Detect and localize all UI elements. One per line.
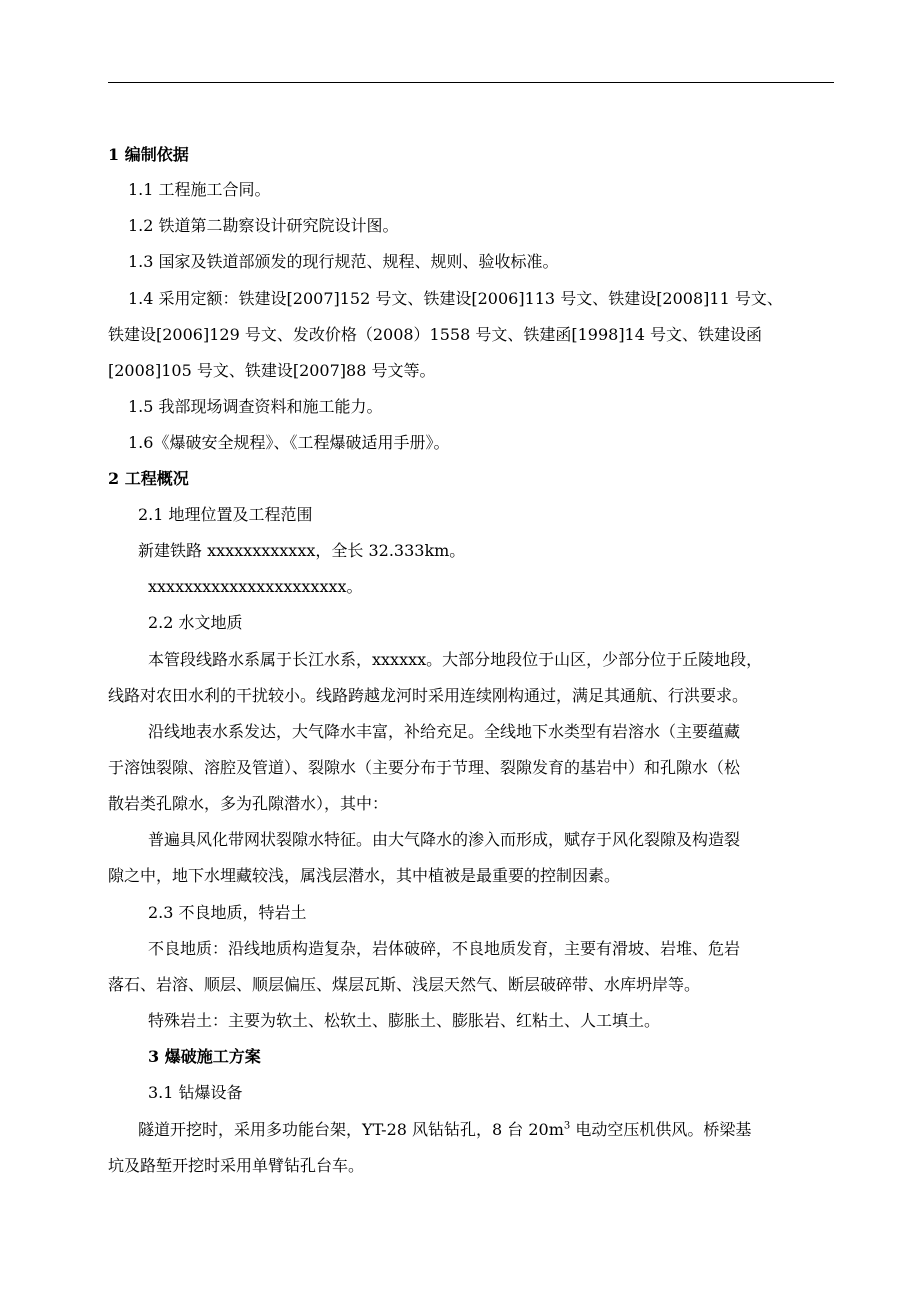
paragraph-line: xxxxxxxxxxxxxxxxxxxxxx。 <box>148 577 363 596</box>
paragraph-line: 坑及路堑开挖时采用单臂钻孔台车。 <box>108 1156 365 1175</box>
paragraph-line: 不良地质：沿线地质构造复杂，岩体破碎，不良地质发育，主要有滑坡、岩堆、危岩 <box>148 939 741 958</box>
item-1-2: 1.2 铁道第二勘察设计研究院设计图。 <box>128 216 399 235</box>
header-rule <box>108 82 834 83</box>
item-1-4-line1: 1.4 采用定额：铁建设[2007]152 号文、铁建设[2006]113 号文、铁建设[2008]11 号文、 <box>128 289 783 308</box>
paragraph-line: 于溶蚀裂隙、溶腔及管道）、裂隙水（主要分布于节理、裂隙发育的基岩中）和孔隙水（松 <box>108 758 741 777</box>
item-1-4-line3: [2008]105 号文、铁建设[2007]88 号文等。 <box>108 361 436 380</box>
subheading-2-1: 2.1 地理位置及工程范围 <box>138 505 313 524</box>
section-2-heading: 2 工程概况 <box>108 469 189 488</box>
paragraph-line: 普遍具风化带网状裂隙水特征。由大气降水的渗入而形成，赋存于风化裂隙及构造裂 <box>148 830 741 849</box>
paragraph-line: 落石、岩溶、顺层、顺层偏压、煤层瓦斯、浅层天然气、断层破碎带、水库坍岸等。 <box>108 975 701 994</box>
item-1-1: 1.1 工程施工合同。 <box>128 180 271 199</box>
item-1-5: 1.5 我部现场调查资料和施工能力。 <box>128 397 383 416</box>
item-1-4-line2: 铁建设[2006]129 号文、发改价格（2008）1558 号文、铁建函[1998]14 号文、铁建设函 <box>108 325 763 344</box>
text-run: 电动空压机供风。桥梁基 <box>570 1120 752 1139</box>
paragraph-line: 线路对农田水利的干扰较小。线路跨越龙河时采用连续刚构通过，满足其通航、行洪要求。 <box>108 686 749 705</box>
paragraph-line: 本管段线路水系属于长江水系，xxxxxx。大部分地段位于山区，少部分位于丘陵地段， <box>148 650 763 669</box>
section-3-heading: 3 爆破施工方案 <box>148 1047 261 1066</box>
paragraph-line: 沿线地表水系发达，大气降水丰富，补给充足。全线地下水类型有岩溶水（主要蕴藏 <box>148 722 741 741</box>
paragraph-line: 隙之中，地下水埋藏较浅，属浅层潜水，其中植被是最重要的控制因素。 <box>108 866 621 885</box>
paragraph-line: 特殊岩土：主要为软土、松软土、膨胀土、膨胀岩、红粘土、人工填土。 <box>148 1011 661 1030</box>
text-run: 隧道开挖时，采用多功能台架，YT-28 风钻钻孔，8 台 20m <box>138 1120 564 1139</box>
item-1-3: 1.3 国家及铁道部颁发的现行规范、规程、规则、验收标准。 <box>128 252 559 271</box>
item-1-6: 1.6《爆破安全规程》、《工程爆破适用手册》。 <box>128 433 450 452</box>
paragraph-line: 散岩类孔隙水，多为孔隙潜水），其中： <box>108 794 389 813</box>
paragraph-line <box>138 1120 751 1140</box>
paragraph-line: 新建铁路 xxxxxxxxxxxx，全长 32.333km。 <box>138 541 466 560</box>
superscript: 3 <box>563 1120 571 1132</box>
subheading-2-2: 2.2 水文地质 <box>148 613 243 632</box>
subheading-3-1: 3.1 钻爆设备 <box>148 1083 243 1102</box>
subheading-2-3: 2.3 不良地质，特岩土 <box>148 903 307 922</box>
section-1-heading: 1 编制依据 <box>108 145 189 164</box>
